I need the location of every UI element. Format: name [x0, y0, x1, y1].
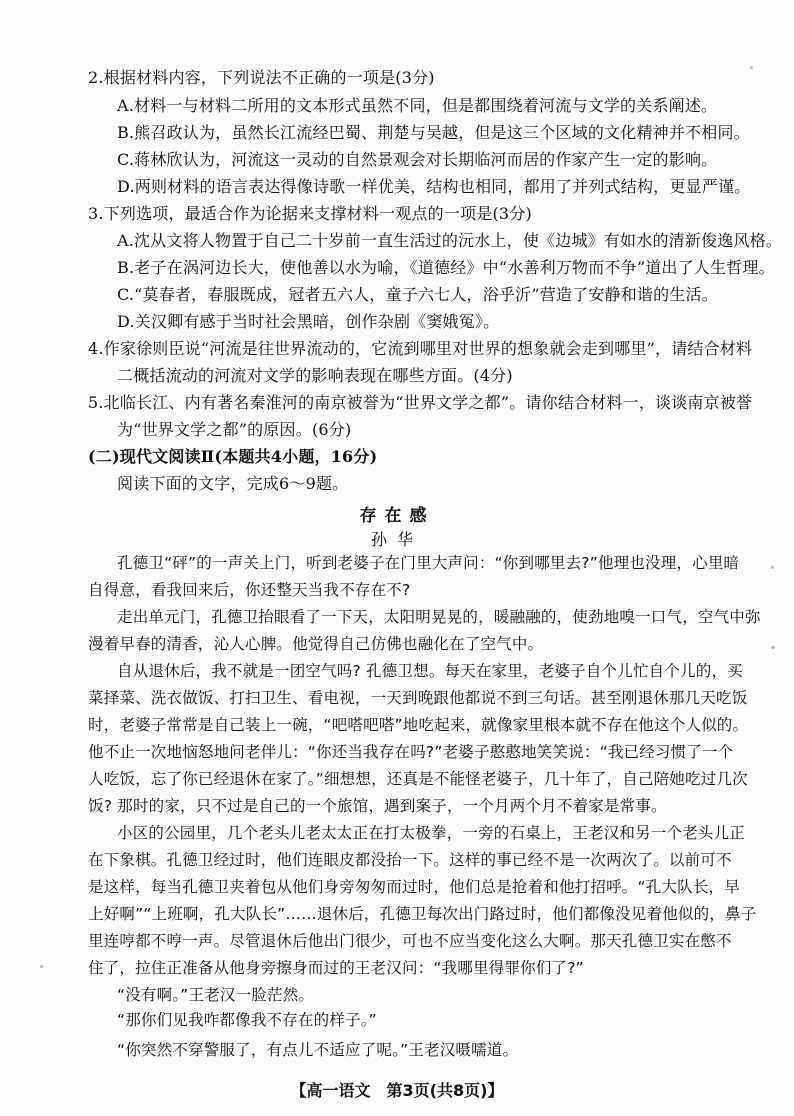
q4-line-2: 二概括流动的河流对文学的影响表现在哪些方面。(4分) — [117, 366, 513, 385]
story-line: “那你们见我咋都像我不存在的样子。” — [117, 1011, 377, 1029]
story-line: 小区的公园里，几个老头儿老太太正在打太极拳，一旁的石桌上，王老汉和另一个老头儿正 — [117, 824, 746, 842]
story-line: 上好啊”“上班啊，孔大队长”……退休后，孔德卫每次出门路过时，他们都像没见着他似的，鼻子 — [88, 905, 757, 923]
story-line: 人吃饭，忘了你已经退休在家了。”细想想，还真是不能怪老婆子，几十年了，自己陪她吃过几次 — [88, 770, 748, 788]
q3-option-d: D.关汉卿有感于当时社会黑暗，创作杂剧《窦娥冤》。 — [117, 312, 500, 331]
story-line: 走出单元门，孔德卫抬眼看了一下天，太阳明晃晃的，暖融融的，使劲地嗅一口气，空气中弥 — [117, 608, 761, 626]
story-line: 自得意，看我回来后，你还整天当我不存在不? — [88, 581, 411, 599]
story-line: 孔德卫“砰”的一声关上门，听到老婆子在门里大声问：“你到哪里去?”他理也没理，心里暗 — [117, 554, 740, 572]
story-line: 菜择菜、洗衣做饭、打扫卫生、看电视，一天到晚跟他都说不到三句话。甚至刚退休那几天吃饭 — [88, 689, 748, 707]
scan-speck — [771, 646, 775, 649]
q3-stem: 3.下列选项，最适合作为论据来支撑材料一观点的一项是(3分) — [88, 204, 532, 223]
q2-option-d: D.两则材料的语言表达得像诗歌一样优美，结构也相同，都用了并列式结构，更显严谨。 — [117, 177, 751, 196]
story-line: 里连哼都不哼一声。尽管退休后他出门很少，可也不应当变化这么大啊。那天孔德卫实在憋不 — [88, 932, 732, 950]
q2-option-a: A.材料一与材料二所用的文本形式虽然不同，但是都围绕着河流与文学的关系阐述。 — [117, 96, 718, 115]
scan-speck — [750, 66, 753, 69]
story-title: 存在感 — [359, 506, 435, 526]
story-line: 他不止一次地恼怒地问老伴儿：“你还当我存在吗?”老婆子憨憨地笑笑说：“我已经习惯了一个 — [88, 743, 734, 761]
q2-option-b: B.熊召政认为，虽然长江流经巴蜀、荆楚与吴越，但是这三个区域的文化精神并不相同。 — [117, 123, 750, 142]
q3-option-c: C.“莫春者，春服既成，冠者五六人，童子六七人，浴乎沂”营造了安静和谐的生活。 — [117, 285, 718, 304]
story-line: “没有啊。”王老汉一脸茫然。 — [117, 986, 315, 1004]
q3-option-a: A.沈从文将人物置于自己二十岁前一直生活过的沅水上，使《边城》有如水的清新俊逸风格。 — [117, 231, 783, 250]
story-line: 时，老婆子常常是自己装上一碗，“吧嗒吧嗒”地吃起来，就像家里根本就不存在他这个人似的。 — [88, 716, 749, 734]
section-instruction: 阅读下面的文字，完成6～9题。 — [117, 474, 349, 493]
q3-option-b: B.老子在涡河边长大，使他善以水为喻，《道德经》中“水善利万物而不争”道出了人生哲理。 — [117, 258, 775, 277]
scan-speck — [771, 566, 774, 569]
page-footer: 【高一语文 第3页(共8页)】 — [290, 1081, 504, 1100]
story-author: 孙华 — [370, 530, 423, 549]
story-line: 在下象棋。孔德卫经过时，他们连眼皮都没抬一下。这样的事已经不是一次两次了。以前可不 — [88, 851, 732, 869]
q2-option-c: C.蒋林欣认为，河流这一灵动的自然景观会对长期临河而居的作家产生一定的影响。 — [117, 150, 718, 169]
scan-speck — [40, 965, 43, 968]
story-line: 是这样，每当孔德卫夹着包从他们身旁匆匆而过时，他们总是抢着和他打招呼。“孔大队长，早 — [88, 878, 740, 896]
q2-stem: 2.根据材料内容，下列说法不正确的一项是(3分) — [88, 68, 435, 87]
section-heading: (二)现代文阅读Ⅱ(本题共4小题，16分) — [88, 447, 378, 466]
q5-line-1: 5.北临长江、内有著名秦淮河的南京被誉为“世界文学之都”。请你结合材料一，谈谈南京被誉 — [88, 393, 753, 412]
story-line: 住了，拉住正准备从他身旁擦身而过的王老汉问：“我哪里得罪你们了?” — [88, 959, 584, 977]
q5-line-2: 为“世界文学之都”的原因。(6分) — [117, 420, 352, 439]
story-line: 自从退休后，我不就是一团空气吗? 孔德卫想。每天在家里，老婆子自个儿忙自个儿的，买 — [117, 662, 743, 680]
story-line: “你突然不穿警服了，有点儿不适应了呢。”王老汉嗫嚅道。 — [117, 1041, 519, 1059]
story-line: 漫着早春的清香，沁人心脾。他觉得自己仿佛也融化在了空气中。 — [88, 635, 544, 653]
q4-line-1: 4.作家徐则臣说“河流是往世界流动的，它流到哪里对世界的想象就会走到哪里”，请结合材料 — [88, 339, 753, 358]
story-line: 饭? 那时的家，只不过是自己的一个旅馆，遇到案子，一个月两个月不着家是常事。 — [88, 797, 667, 815]
